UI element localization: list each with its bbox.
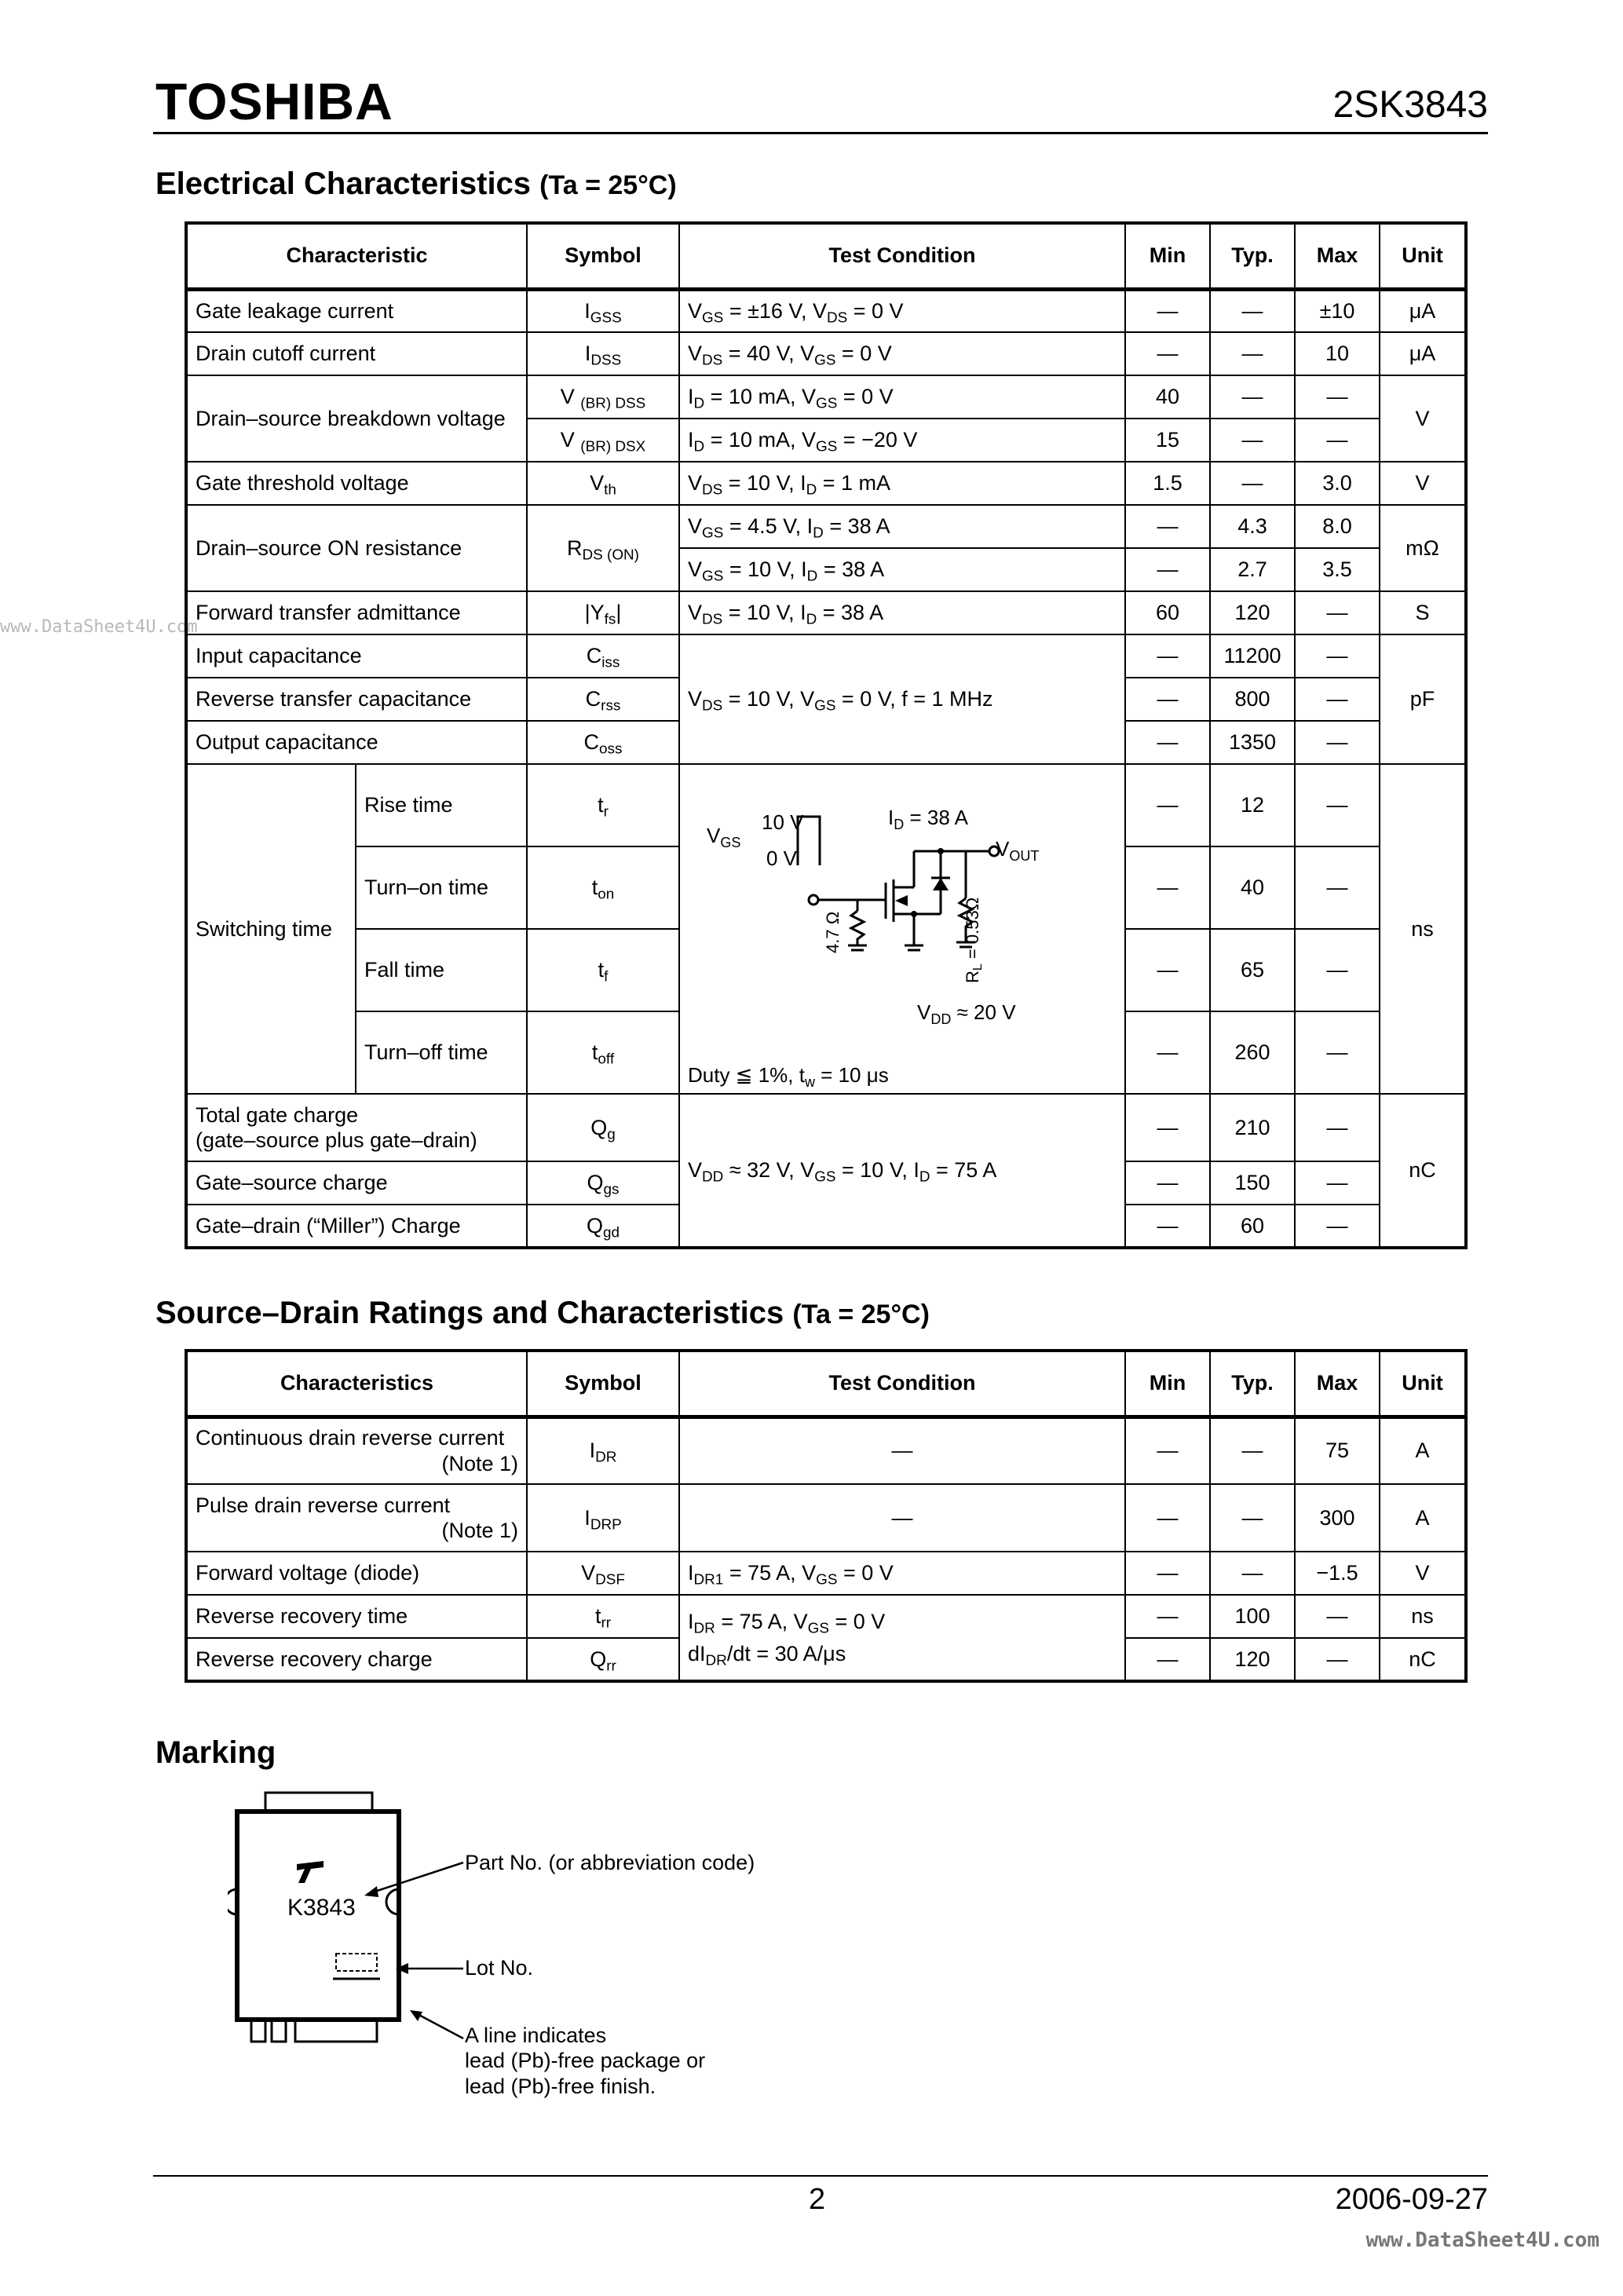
row-name: Drain–source breakdown voltage [186,375,527,462]
symbol: $t_{on}$ [527,846,679,929]
row-name: Reverse transfer capacitance [186,678,527,721]
typ-value: — [1210,375,1295,419]
lot-number-label: Lot No. [465,1956,534,1980]
min-value: — [1125,634,1210,678]
col-characteristic: Characteristics [186,1351,527,1417]
package-lead [272,2020,286,2042]
part-number-label: Part No. (or abbreviation code) [465,1851,755,1874]
symbol: $C_{oss}$ [527,721,679,764]
typ-value: — [1210,1552,1295,1595]
toshiba-logo-icon [297,1861,324,1883]
col-test-condition: Test Condition [679,1351,1125,1417]
row-group-name: Switching time [186,764,356,1094]
vgs-label: $V_{GS}$ [707,824,741,850]
row-name: Gate leakage current [186,289,527,332]
chip-part-code: K3843 [287,1895,356,1921]
duty-label: Duty ≦ 1%, $t_w = 10$ μs [688,1063,889,1090]
min-value: — [1125,1161,1210,1205]
col-max: Max [1295,223,1380,289]
row-name: Gate–drain (“Miller”) Charge [186,1205,527,1248]
table-header-row [186,223,1466,289]
max-value: ±10 [1295,289,1380,332]
row-name-line2: (gate–source plus gate–drain) [196,1128,477,1152]
max-value: — [1295,1205,1380,1248]
table-row [186,289,1466,332]
arrow-icon [364,1886,378,1897]
row-name: Gate–source charge [186,1161,527,1205]
watermark-footer: www.DataSheet4U.com [1365,2228,1599,2252]
page-number: 2 [809,2183,826,2216]
typ-value: 210 [1210,1094,1295,1161]
test-condition: $I_D = 10$ mA, $V_{GS} = 0$ V [679,375,1125,419]
col-min: Min [1125,223,1210,289]
typ-value: 120 [1210,591,1295,634]
electrical-characteristics-table [185,221,1468,1249]
arrow-icon [396,1963,408,1974]
load-resistor-label: RL = 0.53Ω [963,897,985,983]
table-row [186,764,1466,846]
max-value: 300 [1295,1484,1380,1552]
elec-title [155,168,677,199]
col-typ: Typ. [1210,223,1295,289]
unit: mΩ [1380,505,1466,591]
max-value: 3.5 [1295,548,1380,591]
unit: ns [1380,764,1466,1094]
table-row [186,1595,1466,1638]
test-condition: $V_{DS} = 10$ V, $I_D = 38$ A [679,591,1125,634]
row-name [186,1484,527,1552]
fet-arrow-icon [895,895,908,906]
pulse-high-label: 10 V [762,810,804,834]
typ-value: 150 [1210,1161,1295,1205]
row-name: Reverse recovery charge [186,1638,527,1681]
body-diode-icon [933,878,949,890]
typ-value: 100 [1210,1595,1295,1638]
max-value: — [1295,1638,1380,1681]
min-value: — [1125,1011,1210,1094]
row-name: Input capacitance [186,634,527,678]
watermark-left: www.DataSheet4U.com [0,617,198,637]
min-value: 1.5 [1125,462,1210,505]
row-name: Gate threshold voltage [186,462,527,505]
header-rule [153,132,1488,134]
row-name [186,1094,527,1161]
sd-title-cond: (Ta = 25°C) [792,1300,930,1329]
max-value: 75 [1295,1417,1380,1484]
source-drain-table [185,1349,1468,1683]
sd-title-text: Source–Drain Ratings and Characteristics [155,1296,784,1330]
symbol: $I_{GSS}$ [527,289,679,332]
max-value: 3.0 [1295,462,1380,505]
typ-value: 1350 [1210,721,1295,764]
symbol: $R_{DS (ON)}$ [527,505,679,591]
max-value: — [1295,591,1380,634]
symbol: $I_{DRP}$ [527,1484,679,1552]
row-name: Rise time [356,764,527,846]
switching-test-circuit [680,765,1124,1093]
typ-value: 800 [1210,678,1295,721]
row-name: Turn–off time [356,1011,527,1094]
max-value: — [1295,929,1380,1011]
symbol: $|Y_{fs}|$ [527,591,679,634]
unit: nC [1380,1094,1466,1248]
gate-resistor-label: 4.7 Ω [823,911,843,953]
row-name: Drain cutoff current [186,332,527,375]
row-name-text: Pulse drain reverse current [196,1493,451,1517]
unit: V [1380,375,1466,462]
min-value: — [1125,332,1210,375]
symbol: V $_{(BR) DSX}$ [527,419,679,462]
unit: V [1380,462,1466,505]
typ-value: 260 [1210,1011,1295,1094]
unit: A [1380,1417,1466,1484]
min-value: — [1125,1552,1210,1595]
table-header-row [186,1351,1466,1417]
line-leader [413,2012,463,2038]
typ-value: 65 [1210,929,1295,1011]
min-value: 60 [1125,591,1210,634]
footer-rule [153,2175,1488,2177]
min-value: — [1125,1094,1210,1161]
junction-dot [938,848,944,854]
max-value: — [1295,634,1380,678]
typ-value: 12 [1210,764,1295,846]
test-condition: $V_{GS} = 10$ V, $I_D = 38$ A [679,548,1125,591]
table-row [186,1094,1466,1161]
max-value: −1.5 [1295,1552,1380,1595]
typ-value: — [1210,1484,1295,1552]
brand-logo: TOSHIBA [155,72,393,130]
test-condition: $V_{GS} = 4.5$ V, $I_D = 38$ A [679,505,1125,548]
max-value: — [1295,419,1380,462]
sd-title [155,1297,930,1329]
id-label: $I_D = 38$ A [888,806,968,832]
typ-value: 11200 [1210,634,1295,678]
unit: V [1380,1552,1466,1595]
table-row [186,634,1466,678]
row-name-line1: Total gate charge [196,1102,359,1127]
typ-value: 40 [1210,846,1295,929]
min-value: 15 [1125,419,1210,462]
min-value: — [1125,289,1210,332]
document-date: 2006-09-27 [1335,2183,1488,2216]
test-condition: $V_{DS} = 10$ V, $I_D = 1$ mA [679,462,1125,505]
min-value: — [1125,1417,1210,1484]
marking-title: Marking [155,1735,276,1770]
min-value: — [1125,721,1210,764]
symbol: $t_{off}$ [527,1011,679,1094]
max-value: — [1295,721,1380,764]
min-value: — [1125,1595,1210,1638]
test-condition: — [679,1484,1125,1552]
elec-title-text: Electrical Characteristics [155,166,532,201]
min-value: — [1125,548,1210,591]
typ-value: — [1210,289,1295,332]
row-note: (Note 1) [441,1451,518,1475]
table-row [186,1484,1466,1552]
switching-circuit-cell [679,764,1125,1094]
col-unit: Unit [1380,1351,1466,1417]
marking-leader-lines [361,1845,471,2057]
col-unit: Unit [1380,223,1466,289]
unit: μA [1380,332,1466,375]
unit: pF [1380,634,1466,764]
col-characteristic: Characteristic [186,223,527,289]
min-value: — [1125,929,1210,1011]
test-condition: $I_{DR1} = 75$ A, $V_{GS} = 0$ V [679,1552,1125,1595]
lead-free-label [465,2023,705,2099]
min-value: — [1125,764,1210,846]
lead-free-label-line2: lead (Pb)-free package or [465,2049,706,2073]
col-max: Max [1295,1351,1380,1417]
max-value: — [1295,764,1380,846]
test-condition: $V_{DS} = 10$ V, $V_{GS} = 0$ V, f = 1 MHz [679,634,1125,764]
typ-value: 120 [1210,1638,1295,1681]
typ-value: — [1210,332,1295,375]
typ-value: 4.3 [1210,505,1295,548]
typ-value: 2.7 [1210,548,1295,591]
row-name-text: Continuous drain reverse current [196,1426,505,1450]
symbol: $V_{th}$ [527,462,679,505]
row-note: (Note 1) [441,1519,518,1542]
max-value: — [1295,678,1380,721]
max-value: 10 [1295,332,1380,375]
pulse-low-label: 0 V [766,846,798,870]
max-value: 8.0 [1295,505,1380,548]
row-name: Turn–on time [356,846,527,929]
row-name: Forward voltage (diode) [186,1552,527,1595]
symbol: $V_{DSF}$ [527,1552,679,1595]
table-row [186,462,1466,505]
table-row [186,332,1466,375]
min-value: — [1125,1638,1210,1681]
row-name: Forward transfer admittance [186,591,527,634]
col-symbol: Symbol [527,1351,679,1417]
min-value: — [1125,505,1210,548]
symbol: $Q_{gs}$ [527,1161,679,1205]
table-row [186,505,1466,548]
col-symbol: Symbol [527,223,679,289]
input-terminal [809,895,818,905]
package-top-tab [265,1793,372,1812]
row-name: Drain–source ON resistance [186,505,527,591]
symbol: $I_{DR}$ [527,1417,679,1484]
table-row [186,375,1466,419]
max-value: — [1295,1161,1380,1205]
row-name: Fall time [356,929,527,1011]
part-leader [367,1863,463,1894]
gate-resistor [851,911,864,945]
vout-label: $V_{OUT}$ [996,837,1040,864]
min-value: — [1125,1484,1210,1552]
symbol: $C_{iss}$ [527,634,679,678]
test-condition: $I_{DR} = 75$ A, $V_{GS} = 0$ V $dI_{DR}/dt = 30$ A/μs [679,1595,1125,1681]
table-row [186,1552,1466,1595]
symbol: $C_{rss}$ [527,678,679,721]
test-condition: $V_{DD} \approx 32$ V, $V_{GS} = 10$ V, $I_D = 75$ A [679,1094,1125,1248]
vdd-label: $V_{DD} \approx 20$ V [917,1000,1016,1027]
max-value: — [1295,375,1380,419]
col-typ: Typ. [1210,1351,1295,1417]
symbol: $Q_{gd}$ [527,1205,679,1248]
symbol: V $_{(BR) DSS}$ [527,375,679,419]
unit: ns [1380,1595,1466,1638]
test-condition: $I_D = 10$ mA, $V_{GS} = -20$ V [679,419,1125,462]
test-condition: $V_{GS} = \pm 16$ V, $V_{DS} = 0$ V [679,289,1125,332]
min-value: 40 [1125,375,1210,419]
typ-value: — [1210,462,1295,505]
min-value: — [1125,846,1210,929]
lead-free-label-line1: A line indicates [465,2024,607,2047]
test-condition: $V_{DS} = 40$ V, $V_{GS} = 0$ V [679,332,1125,375]
unit: nC [1380,1638,1466,1681]
typ-value: — [1210,1417,1295,1484]
max-value: — [1295,846,1380,929]
symbol: $Q_g$ [527,1094,679,1161]
row-name: Output capacitance [186,721,527,764]
row-name: Reverse recovery time [186,1595,527,1638]
package-lead [251,2020,265,2042]
symbol: $t_{rr}$ [527,1595,679,1638]
part-number: 2SK3843 [1332,84,1488,126]
table-row [186,591,1466,634]
typ-value: 60 [1210,1205,1295,1248]
test-condition: — [679,1417,1125,1484]
unit: μA [1380,289,1466,332]
min-value: — [1125,1205,1210,1248]
max-value: — [1295,1011,1380,1094]
col-min: Min [1125,1351,1210,1417]
max-value: — [1295,1595,1380,1638]
junction-dot [911,911,917,917]
elec-title-cond: (Ta = 25°C) [539,170,677,200]
unit: A [1380,1484,1466,1552]
col-test-condition: Test Condition [679,223,1125,289]
typ-value: — [1210,419,1295,462]
lead-free-label-line3: lead (Pb)-free finish. [465,2074,656,2098]
unit: S [1380,591,1466,634]
max-value: — [1295,1094,1380,1161]
symbol: $t_f$ [527,929,679,1011]
min-value: — [1125,678,1210,721]
symbol: $t_r$ [527,764,679,846]
row-name [186,1417,527,1484]
symbol: $I_{DSS}$ [527,332,679,375]
symbol: $Q_{rr}$ [527,1638,679,1681]
table-row [186,1417,1466,1484]
